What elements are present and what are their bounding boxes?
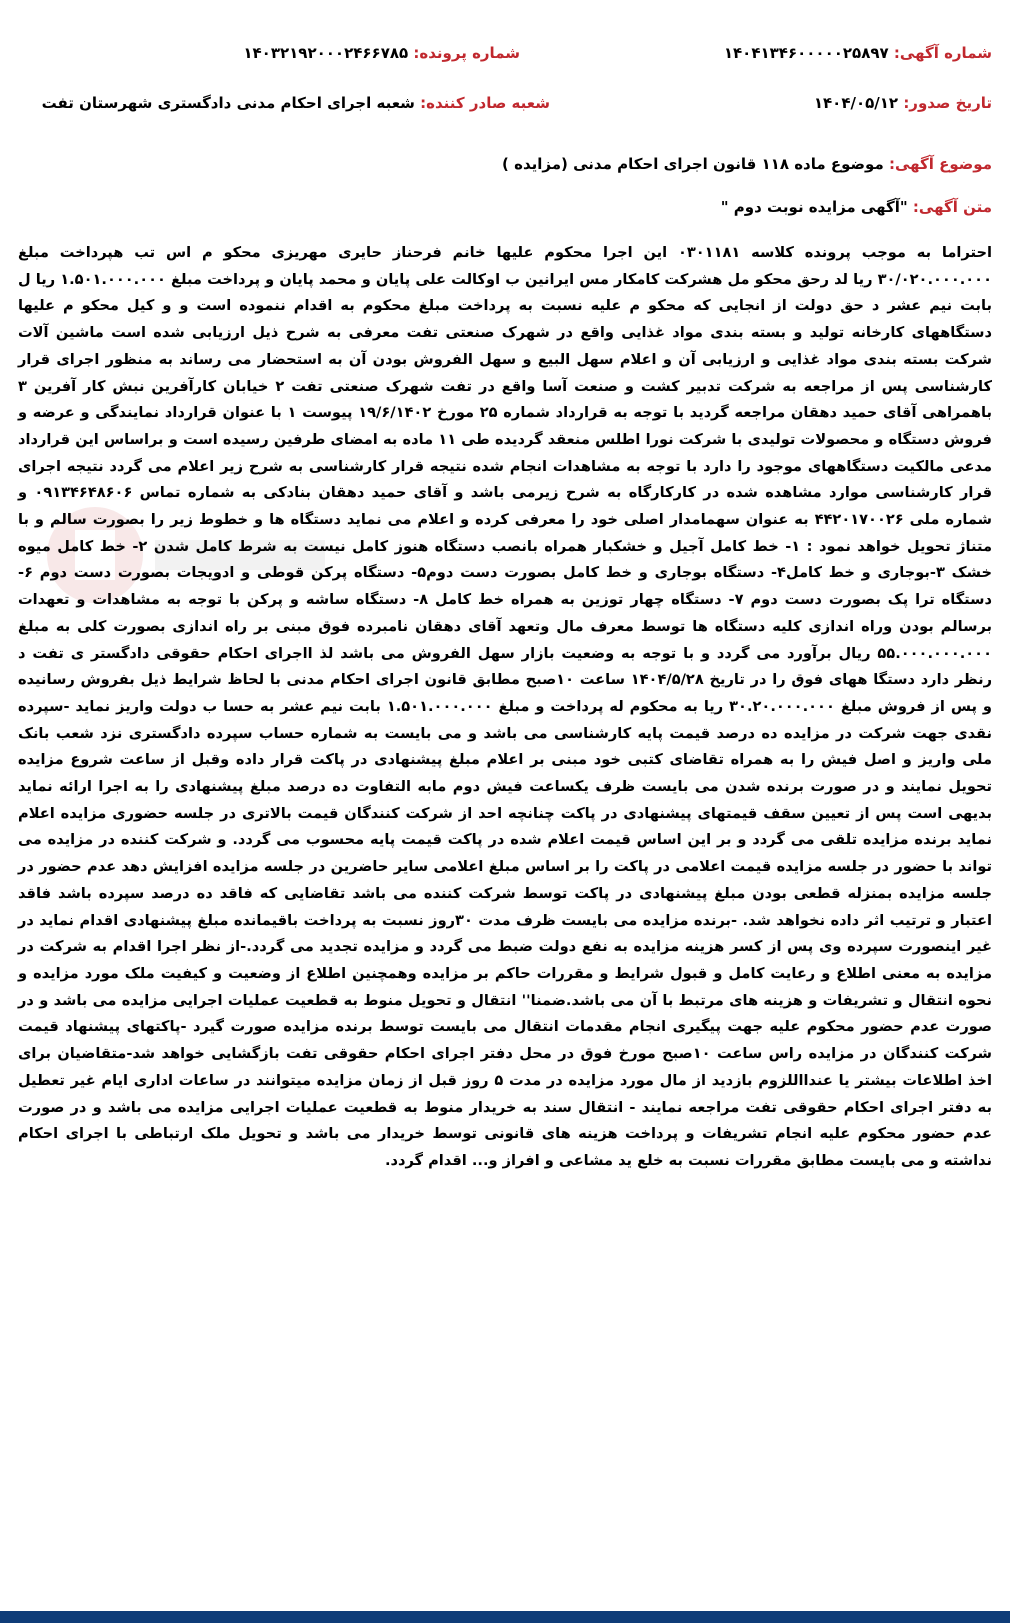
case-number-value: ۱۴۰۳۲۱۹۲۰۰۰۲۴۶۶۷۸۵ — [243, 44, 409, 62]
subject-value: موضوع ماده ۱۱۸ قانون اجرای احکام مدنی (مزایده ) — [502, 155, 884, 173]
ad-number-value: ۱۴۰۴۱۳۴۶۰۰۰۰۰۲۵۸۹۷ — [723, 44, 889, 62]
case-number-label: شماره پرونده: — [413, 44, 520, 62]
notice-body: احتراما به موجب پرونده کلاسه ۰۳۰۱۱۸۱ این اجرا محکوم علیها خانم فرحناز حایری مهریزی محکو م اس تب هپرداخت مبلغ ۳۰/۰۲۰.۰۰۰.۰۰۰ ریا لد رحق محکو مل هشرکت کامکار مس ایرانین ب اوکالت علی پایان و محمد پایان و پرداخت مبلغ ۱.۵۰۱.۰۰۰.۰۰۰ ریا ل بابت نیم عشر د حق دولت از انجایی که محکو م علیه نسبت به پرداخت مبلغ محکوم به اقدام ننموده است و و کیل محکو م علیها دستگاههای کارخانه تولید و بسته بندی مواد غذایی واقع در شهرک صنعتی تفت معرفی به شرح ذیل ارزیابی شده است ماشین آلات شرکت بسته بندی مواد غذایی و ارزیابی آن و اعلام سهل البیع و سهل الفروش بودن آن به استحضار می رساند به منظور اجرای قرار کارشناسی پس از مراجعه به شرکت تدبیر کشت و صنعت آسا واقع در تفت شهرک صنعتی تفت ۲ خیابان کارآفرین نبش کار آفرین ۳ باهمراهی آقای حمید دهقان مراجعه گردید با توجه به قرارداد شماره ۲۵ مورخ ۱۹/۶/۱۴۰۲ پیوست ۱ با عنوان قرارداد نمایندگی و عرضه و فروش دستگاه و محصولات تولیدی با شرکت نورا اطلس منعقد گردیده طی ۱۱ ماده به امضای طرفین رسیده است و براساس این قرارداد مدعی مالکیت دستگاههای موجود را دارد با توجه به مشاهدات انجام شده نتیجه قرار کارشناسی به شرح زیر اعلام می گردد نتیجه اجرای قرار کارشناسی موارد مشاهده شده در کارکارگاه به شرح زیرمی باشد و آقای حمید دهقان بنادکی به شماره تماس ۰۹۱۳۴۶۴۸۶۰۶ و شماره ملی ۴۴۲۰۱۷۰۰۲۶ به عنوان سهمامدار اصلی خود را معرفی کرده و اعلام می نماید دستگاه ها و خطوط زیر را بصورت سالم و با متناژ تحویل خواهد نمود : ۱- خط کامل آجیل و خشکبار همراه بانصب دستگاه هنوز کامل نیست به شرط کامل شدن ۲- خط کامل میوه خشک ۳-بوجاری و خط کامل۴- دستگاه بوجاری و خط کامل بصورت دست دوم۵- دستگاه پرکن قوطی و ادویجات بصورت دست دوم ۶- دستگاه ترا پک بصورت دست دوم ۷- دستگاه چهار توزین به همراه خط کامل ۸- دستگاه ساشه و پرکن با توجه به مشاهدات و تعهدات برسالم بودن وراه اندازی کلیه دستگاه ها توسط معرف مال وتعهد آقای دهقان نامبرده فوق مبنی بر راه اندازی بصورت کلی به مبلغ ۵۵.۰۰۰.۰۰۰.۰۰۰ ریال برآورد می گردد و با توجه به وضعیت بازار سهل الفروش می باشد لذ ااجرای احکام حقوقی دادگستر ی تفت د رنظر دارد دستگا ههای فوق را در تاریخ ۱۴۰۴/۵/۲۸ ساعت ۱۰صبح مطابق قانون اجرای احکام مدنی با لحاظ شرایط ذیل بفروش رسانیده و پس از فروش مبلغ ۳۰.۲۰.۰۰۰.۰۰۰ ریا به محکوم له پرداخت و مبلغ ۱.۵۰۱.۰۰۰.۰۰۰ بابت نیم عشر به حسا ب دولت واریز نماید -سپرده نقدی جهت شرکت در مزایده ده درصد قیمت پایه کارشناسی می باشد و می بایست به شماره حساب سپرده دادگستری نزد شعب بانک ملی واریز و اصل فیش را به همراه تقاضای کتبی خود مبنی بر اعلام مبلغ پیشنهادی در پاکت قرار داده وقبل از ساعت شروع مزایده تحویل نمایند و در صورت برنده شدن می بایست ظرف یکساعت فیش دوم مابه التفاوت ده درصد مبلغ پیشنهادی را به اجرا ارائه نماید بدیهی است پس از تعیین سقف قیمتهای پیشنهادی در پاکت چنانچه احد از شرکت کنندگان قیمت بالاتری در جلسه حضوری مزایده اعلام نماید برنده مزایده تلقی می گردد و بر این اساس قیمت اعلام شده در پاکت قیمت پایه محسوب می گردد. و شرکت کننده در مزایده می تواند با حضور در جلسه مزایده قیمت اعلامی در پاکت را بر اساس مبلغ اعلامی سایر حاضرین در جلسه مزایده افزایش دهد عدم حضور در جلسه مزایده بمنزله قطعی بودن مبلغ پیشنهادی در پاکت توسط شرکت کننده می باشد تقاضایی که فاقد ده درصد سپرده باشد فاقد اعتبار و ترتیب اثر داده نخواهد شد. -برنده مزایده می بایست ظرف مدت ۳۰روز نسبت به پرداخت باقیمانده مبلغ پیشنهادی اقدام نماید در غیر اینصورت سپرده وی پس از کسر هزینه مزایده به نفع دولت ضبط می گردد و مزایده تجدید می گردد.-از نظر اجرا اقدام به شرکت در مزایده به معنی اطلاع و رعایت کامل و قبول شرایط و مقررات حاکم بر مزایده وهمچنین اطلاع از وضعیت و کیفیت ملک مورد مزایده و نحوه انتقال و تشریفات و هزینه های مرتبط با آن می باشد.ضمنا'' انتقال و تحویل منوط به قطعیت عملیات اجرایی مزایده می باشد و در صورت عدم حضور محکوم علیه جهت پیگیری انجام مقدمات انتقال می بایست توسط برنده مزایده صورت گیرد -پاکتهای پیشنهاد قیمت شرکت کنندگان در مزایده راس ساعت ۱۰صبح مورخ فوق در محل دفتر اجرای احکام حقوقی تفت بازگشایی خواهد شد-متقاضیان برای اخذ اطلاعات بیشتر یا عندااللزوم بازدید از مال مورد مزایده در مدت ۵ روز قبل از زمان مزایده میتوانند در ساعات اداری ایام غیر تعطیل به دفتر اجرای احکام حقوقی تفت مراجعه نمایند - انتقال سند به خریدار منوط به قطعیت عملیات اجرایی مزایده می باشد و در صورت عدم حضور محکوم علیه انجام تشریفات و پرداخت هزینه های قانونی توسط خریدار می باشد و تحویل ملک ارتباطی با اجرای احکام نداشته و می بایست مطابق مقررات نسبت به خلع ید مشاعی و افراز و... اقدام گردد. — [18, 244, 993, 1169]
issue-date-value: ۱۴۰۴/۰۵/۱۲ — [813, 94, 899, 112]
notice-text-row — [721, 198, 992, 216]
issuing-branch-label: شعبه صادر کننده: — [420, 94, 550, 112]
issue-date-label: تاریخ صدور: — [903, 94, 992, 112]
issuing-branch-value: شعبه اجرای احکام مدنی دادگستری شهرستان تفت — [41, 94, 415, 112]
subject-row — [502, 155, 992, 173]
case-number-row — [243, 44, 520, 62]
subject-label: موضوع آگهی: — [888, 155, 992, 173]
issue-date-row — [814, 94, 992, 112]
ad-number-label: شماره آگهی: — [893, 44, 992, 62]
notice-text-label: متن آگهی: — [912, 198, 992, 216]
footer-bar — [0, 1611, 1010, 1623]
ad-number-row — [724, 44, 992, 62]
issuing-branch-row — [42, 94, 550, 112]
notice-heading: "آگهی مزایده نوبت دوم " — [720, 198, 908, 216]
